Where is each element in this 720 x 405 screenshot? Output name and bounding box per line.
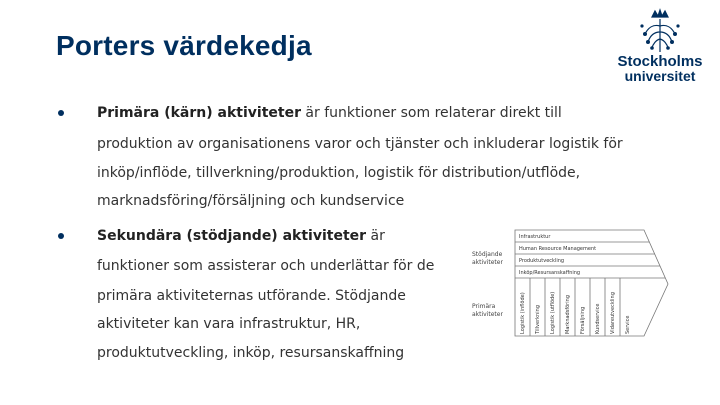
logo-text-line1: Stockholms xyxy=(617,53,703,70)
support-row: Inköp/Resursanskaffning xyxy=(519,270,581,276)
primary-column-label: Service xyxy=(625,315,631,334)
logo-text-line2: universitet xyxy=(624,68,696,84)
bullet-icon xyxy=(58,110,64,116)
support-row: Human Resource Management xyxy=(519,246,597,252)
bullet-2-text: är xyxy=(366,228,385,244)
primary-column-label: Logistik (inflöde) xyxy=(520,292,526,334)
bullet-1-line-3: inköp/inflöde, tillverkning/produktion, logistik för distribution/utflöde, xyxy=(97,165,581,181)
primary-column-label: Kundservice xyxy=(595,303,601,334)
bullet-2-line-1 xyxy=(97,227,385,245)
support-row: Infrastruktur xyxy=(519,234,551,240)
primary-column-label: Försäljning xyxy=(580,306,586,334)
primary-activities-label-1: Primära xyxy=(472,303,496,310)
bullet-2-line-2: funktioner som assisterar och underlättar för de xyxy=(97,258,435,274)
bullet-2-line-4: aktiviteter kan vara infrastruktur, HR, xyxy=(97,316,361,332)
bullet-1-term: Primära (kärn) aktiviteter xyxy=(97,105,301,121)
bullet-1-line-1 xyxy=(97,104,562,122)
crown-seal-icon xyxy=(635,8,685,54)
bullet-2-line-5: produktutveckling, inköp, resursanskaffning xyxy=(97,345,405,361)
page-title: Porters värdekedja xyxy=(56,30,312,61)
bullet-2-term: Sekundära (stödjande) aktiviteter xyxy=(97,228,367,244)
primary-column-label: Logistik (utflöde) xyxy=(550,291,556,334)
support-row: Produktutveckling xyxy=(519,258,565,264)
primary-activities-label-2: aktiviteter xyxy=(472,311,503,318)
support-activities-label-1: Stödjande xyxy=(472,251,503,258)
primary-column-label: Vidareutveckling xyxy=(610,292,616,334)
value-chain-diagram xyxy=(470,228,670,340)
bullet-1-text: är funktioner som relaterar direkt till xyxy=(300,105,562,121)
primary-column-label: Marknadsföring xyxy=(565,295,571,334)
support-activities-label-2: aktiviteter xyxy=(472,259,503,266)
bullet-1-line-4: marknadsföring/försäljning och kundservice xyxy=(97,193,405,209)
bullet-2-line-3: primära aktiviteternas utförande. Stödjande xyxy=(97,288,406,304)
primary-column-label: Tillverkning xyxy=(535,305,541,334)
university-logo xyxy=(612,8,708,88)
bullet-1-line-2: produktion av organisationens varor och tjänster och inkluderar logistik för xyxy=(97,136,623,152)
bullet-icon xyxy=(58,233,64,239)
